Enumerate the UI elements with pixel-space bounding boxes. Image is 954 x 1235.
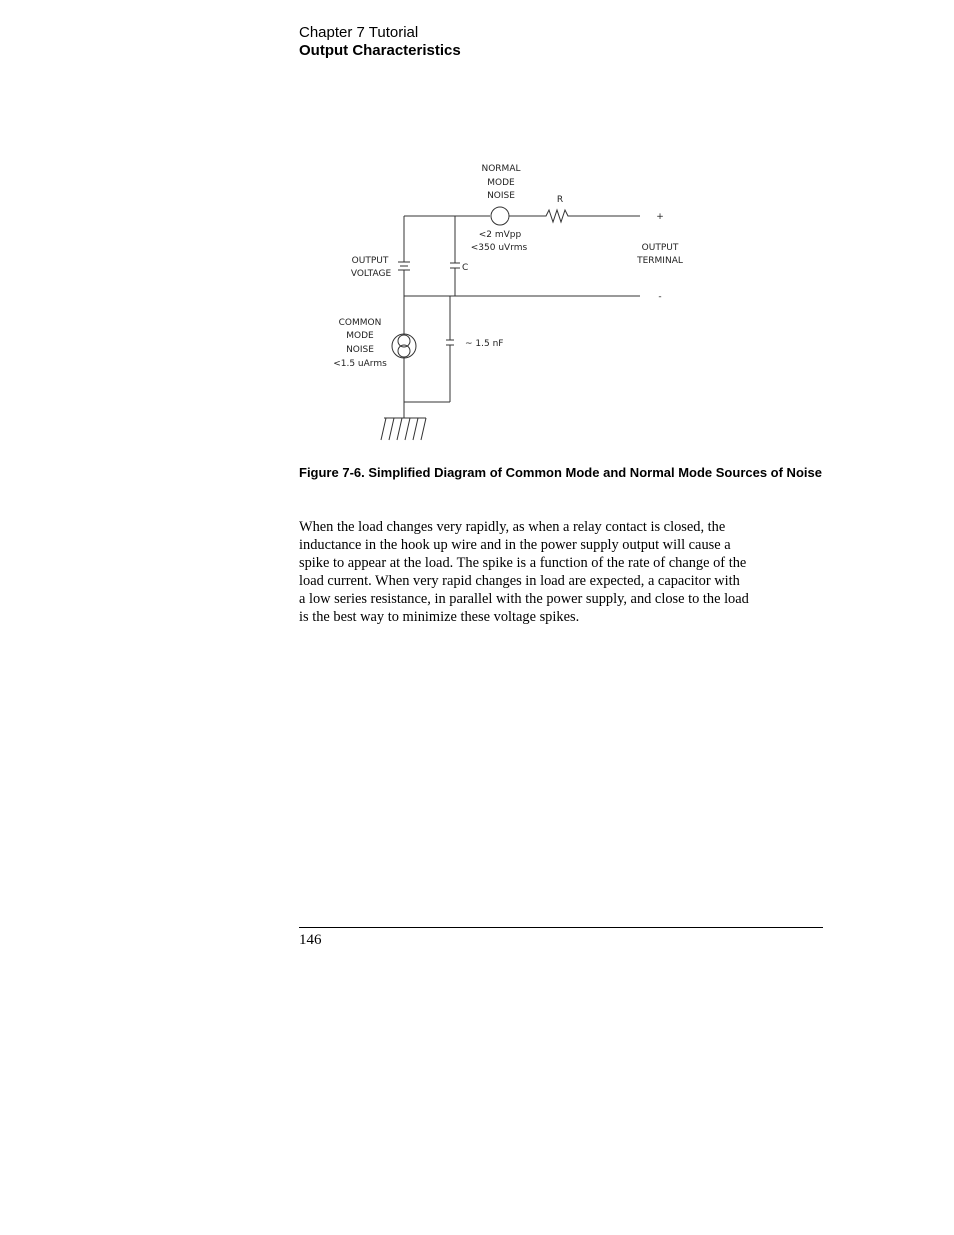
resistor-label: R [556, 195, 564, 205]
normal-mode-label-1: NORMAL [481, 164, 521, 174]
figure-caption: Figure 7-6. Simplified Diagram of Common Mode and Normal Mode Sources of Noise [299, 465, 822, 480]
resistor-r [540, 210, 582, 222]
section-header: Output Characteristics [299, 42, 461, 59]
footer-divider [299, 927, 823, 928]
plus-terminal: + [656, 212, 664, 222]
page-number: 146 [299, 932, 322, 948]
stray-capacitance-label: ~ 1.5 nF [465, 339, 504, 349]
body-line: is the best way to minimize these voltage spikes. [299, 609, 580, 625]
output-voltage-label-1: OUTPUT [351, 256, 389, 266]
common-mode-label-3: NOISE [346, 345, 374, 355]
normal-noise-spec-1: <2 mVpp [478, 230, 522, 240]
body-line: load current. When very rapid changes in load are expected, a capacitor with [299, 573, 740, 589]
chapter-header: Chapter 7 Tutorial [299, 24, 419, 41]
body-line: inductance in the hook up wire and in the power supply output will cause a [299, 537, 731, 553]
normal-noise-spec-2: <350 uVrms [470, 243, 528, 253]
normal-mode-label-2: MODE [487, 178, 515, 188]
common-mode-noise-source [392, 334, 416, 358]
ground-symbol [381, 418, 426, 440]
body-line: a low series resistance, in parallel with the power supply, and close to the load [299, 591, 749, 607]
body-paragraph [299, 518, 823, 626]
output-terminal-label-2: TERMINAL [637, 256, 683, 266]
body-line: spike to appear at the load. The spike is a function of the rate of change of the [299, 555, 747, 571]
noise-circuit-diagram [0, 0, 954, 460]
common-mode-label-1: COMMON [338, 318, 382, 328]
body-line: When the load changes very rapidly, as when a relay contact is closed, the [299, 519, 726, 535]
common-mode-label-4: <1.5 uArms [333, 359, 387, 369]
output-voltage-label-2: VOLTAGE [350, 269, 392, 279]
minus-terminal: - [658, 292, 662, 302]
output-terminal-label-1: OUTPUT [641, 243, 679, 253]
normal-mode-noise-source [491, 207, 509, 225]
capacitor-label: C [462, 263, 469, 273]
normal-mode-label-3: NOISE [487, 191, 515, 201]
common-mode-label-2: MODE [346, 331, 374, 341]
